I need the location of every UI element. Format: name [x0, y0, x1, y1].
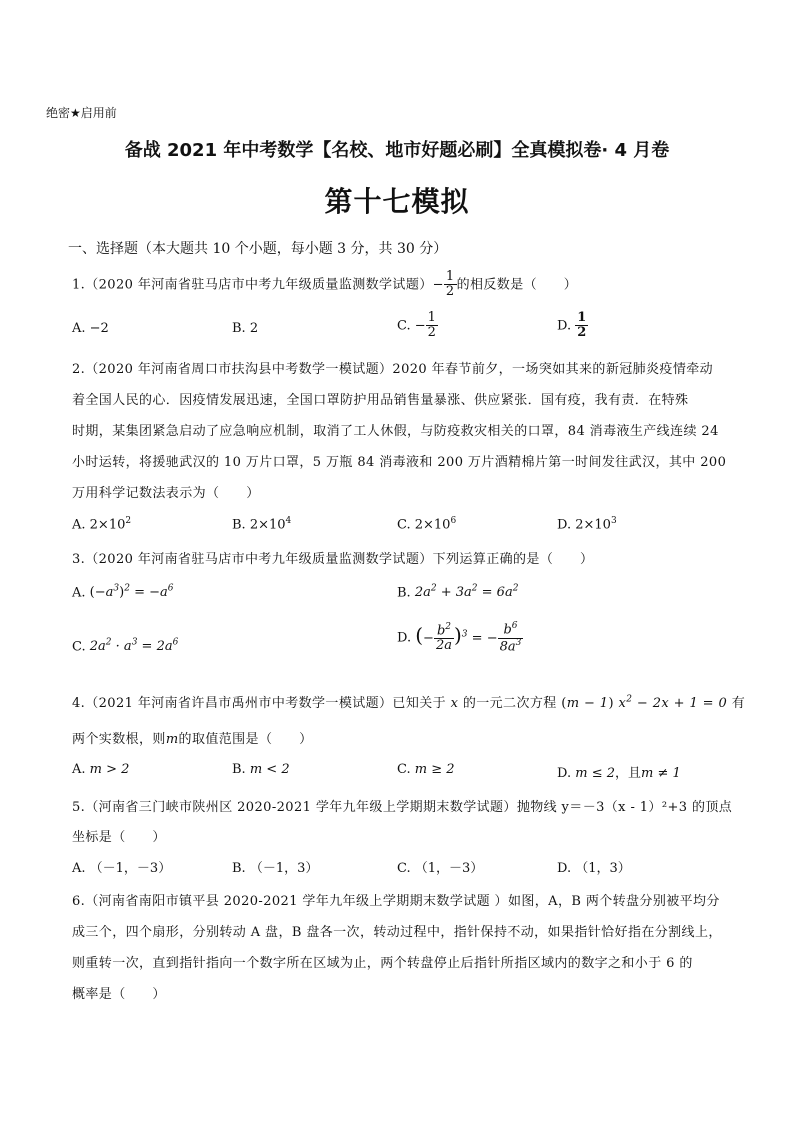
q1-c-num: 1 [427, 310, 436, 325]
q2-option-a [72, 516, 131, 532]
q4-d-formula: m ≤ 2 [575, 766, 615, 781]
q6-line-3: 则重转一次，直到指针指向一个数字所在区域为止，两个转盘停止后指针所指区域内的数字之和小于 6 的 [72, 956, 693, 971]
q4-option-d [557, 762, 681, 781]
q4-stem-pre: 4.（2021 年河南省许昌市禹州市中考数学一模试题）已知关于 [72, 696, 447, 711]
exam-subtitle: 备战 2021 年中考数学【名校、地市好题必刷】全真模拟卷· 4 月卷 [124, 140, 670, 161]
q3-option-a [72, 584, 174, 600]
q6-line-4: 概率是（ ） [72, 987, 166, 1002]
q4-d-post: ，且 [615, 766, 642, 781]
q2-line-4: 小时运转，将援驰武汉的 10 万片口罩，5 万瓶 84 消毒液和 200 万片酒精棉片第一时间发往武汉，其中 200 [72, 455, 727, 470]
q2-line-5: 万用科学记数法表示为（ ） [72, 486, 260, 501]
q1-stem [72, 270, 577, 300]
q2-option-d [557, 516, 617, 532]
q5-option-b: B. （－1，3） [232, 861, 319, 876]
q4-stem-mid: 的一元二次方程 [462, 696, 557, 711]
q5-line-2: 坐标是（ ） [72, 830, 166, 845]
q3-stem: 3.（2020 年河南省驻马店市中考九年级质量监测数学试题）下列运算正确的是（ ） [72, 552, 594, 567]
q4-line-1 [72, 692, 745, 711]
q2-option-b [232, 516, 291, 532]
q1-option-b: B. 2 [232, 321, 259, 336]
q3-option-c [72, 638, 178, 654]
q4-line2-post: 的取值范围是（ ） [178, 732, 313, 747]
q4-b-formula: m < 2 [249, 762, 290, 777]
q3-option-d [397, 622, 523, 654]
q1-option-d-label: D. [557, 318, 572, 334]
q4-c-formula: m ≥ 2 [414, 762, 455, 777]
q3-a-label: A. [72, 585, 86, 601]
q3-d-formula: (− $\frac{b^2}{2a}$ )$^3$ = − $\frac{b^6}{8a^3}$ [415, 621, 522, 654]
q2-d-exp: 3 [610, 516, 617, 526]
q5-option-d: D. （1，3） [557, 861, 631, 876]
q4-option-a [72, 762, 129, 777]
q3-option-b [397, 584, 518, 600]
q4-option-c [397, 762, 455, 777]
q4-var-x: x [450, 696, 459, 711]
q2-line-2: 着全国人民的心．因疫情发展迅速，全国口罩防护用品销售量暴涨、供应紧张．国有疫，我有责．在特殊 [72, 393, 689, 408]
q1-stem-post: 的相反数是（ ） [456, 277, 578, 293]
q2-a-base: A. 2×10 [72, 517, 126, 533]
q4-option-b [232, 762, 290, 777]
secret-label: 绝密★启用前 [46, 106, 117, 120]
q3-d-label: D. [397, 630, 412, 646]
q2-b-exp: 4 [285, 516, 292, 526]
section-heading: 一、选择题（本大题共 10 个小题，每小题 3 分，共 30 分） [68, 241, 448, 257]
q4-line-2 [72, 728, 313, 747]
q4-line2-pre: 两个实数根，则 [72, 732, 166, 747]
q4-var-m: m [165, 732, 179, 747]
q2-option-c [397, 516, 456, 532]
q4-b-label: B. [232, 762, 246, 777]
q6-line-1: 6.（河南省南阳市镇平县 2020-2021 学年九年级上学期期末数学试题 ）如图，A，B 两个转盘分别被平均分 [72, 894, 720, 909]
q2-d-base: D. 2×10 [557, 517, 611, 533]
q3-c-formula: $2a^2 \cdot a^3 = 2a^6$ [89, 638, 179, 655]
q2-line-1: 2.（2020 年河南省周口市扶沟县中考数学一模试题）2020 年春节前夕，一场突如其来的新冠肺炎疫情牵动 [72, 362, 714, 377]
q1-d-den: 2 [577, 325, 587, 341]
q2-a-exp: 2 [125, 516, 132, 526]
q5-option-a: A. （－1，－3） [72, 861, 172, 876]
q1-option-a: A. −2 [72, 321, 109, 336]
q1-fraction [444, 270, 457, 300]
q4-equation: (m − 1) $x^2 - 2x + 1 = 0$ [561, 694, 728, 711]
q1-option-c-frac [426, 311, 438, 341]
q1-option-c-label: C. − [397, 318, 426, 334]
q6-line-2: 成三个，四个扇形，分别转动 A 盘，B 盘各一次，转动过程中，指针保持不动，如果指针恰好指在分割线上， [72, 925, 722, 940]
q5-line-1: 5.（河南省三门峡市陕州区 2020-2021 学年九年级上学期期末数学试题）抛物线 y＝－3（x - 1）²+3 的顶点 [72, 800, 733, 815]
q3-b-formula: $2a^2 + 3a^2 = 6a^2$ [414, 584, 519, 601]
q2-c-base: C. 2×10 [397, 517, 451, 533]
q1-frac-den: 2 [445, 284, 455, 300]
q1-option-d-frac [575, 311, 588, 341]
q4-c-label: C. [397, 762, 411, 777]
exam-title: 第十七模拟 [324, 185, 470, 218]
q1-stem-pre: 1.（2020 年河南省驻马店市中考九年级质量监测数学试题）− [72, 277, 444, 293]
q3-c-label: C. [72, 639, 86, 655]
q1-c-den: 2 [427, 325, 436, 341]
q1-option-d [557, 311, 588, 341]
q4-a-label: A. [72, 762, 86, 777]
q1-d-num: 1 [577, 310, 587, 325]
q4-d-label: D. [557, 766, 572, 781]
q4-a-formula: m > 2 [89, 762, 130, 777]
q3-a-formula: $(-a^3)^2 = -a^6$ [89, 584, 174, 601]
q2-c-exp: 6 [450, 516, 457, 526]
q5-option-c: C. （1，－3） [397, 861, 484, 876]
q4-d-formula-2: m ≠ 1 [641, 766, 681, 781]
q1-option-c [397, 311, 438, 341]
q4-stem-post: 有 [731, 696, 746, 711]
q1-frac-num: 1 [445, 269, 455, 284]
q2-line-3: 时期，某集团紧急启动了应急响应机制，取消了工人休假，与防疫救灾相关的口罩，84 消毒液生产线连续 24 [72, 424, 719, 439]
q3-b-label: B. [397, 585, 411, 601]
q2-b-base: B. 2×10 [232, 517, 286, 533]
